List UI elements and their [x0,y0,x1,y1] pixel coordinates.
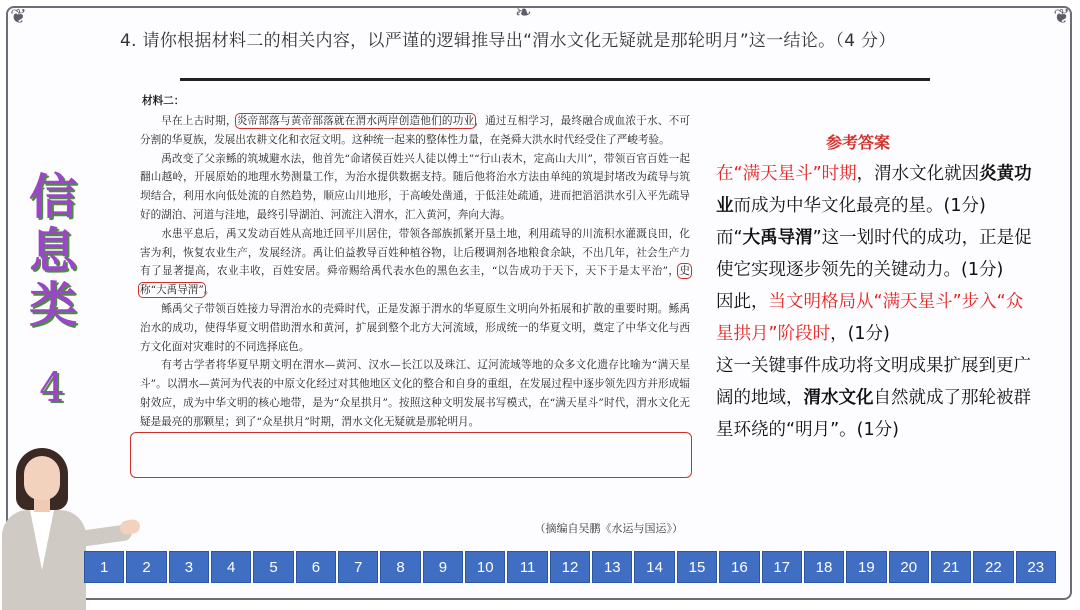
document-body [140,112,690,432]
document-paragraph: 禹改变了父亲鲧的筑城避水法，他首先“命诸侯百姓兴人徒以傅土”“行山表木，定高山大川”，带领百官百姓一起翻山越岭，开展原始的地理水势测量工作，为治水提供数据支持。随后他将治水方法由单纯的筑堤封堵改为疏导与筑坝结合，利用水向低处流的自然趋势，顺应山川地形，于高峻处凿通，于低洼处疏通，进而把滔滔洪水引入平先疏导好的湖泊、河道与洼地，最终引导湖泊、河流注入渭水，汇入黄河，奔向大海。 [140,152,690,221]
answer-title: 参考答案 [826,133,891,152]
page-button-9[interactable]: 9 [423,551,463,583]
page-navigation [84,551,1056,585]
page-button-10[interactable]: 10 [465,551,505,583]
page-button-21[interactable]: 21 [931,551,971,583]
corner-ornament-icon: ❦ [1053,4,1070,28]
highlight-dayu-daowei: 史称“大禹导渭” [140,265,690,297]
page-button-20[interactable]: 20 [889,551,929,583]
page-button-12[interactable]: 12 [550,551,590,583]
page-button-13[interactable]: 13 [592,551,632,583]
page-button-17[interactable]: 17 [762,551,802,583]
document-paragraph: 水患平息后，禹又发动百姓从高地迁回平川居住，带领各部族抓紧开垦土地，利用疏导的川流积水灌溉良田，化害为利，恢复农业生产，发展经济。禹让伯益教导百姓种植谷物，让后稷调剂各地粮食余缺，不出几年，社会生产力有了显著提高，农业丰收，百姓安居。舜帝赐给禹代表水色的黑色玄圭，“以告成功于天下，天下于是太平治”，史称“大禹导渭”。 [140,227,690,297]
document-paragraph: 早在上古时期，炎帝部落与黄帝部落就在渭水两岸创造他们的功业，通过互相学习，最终融合成血浓于水、不可分割的华夏族，发展出农耕文化和衣冠文明。这种统一起来的整体性力量，在尧舜大洪水时代经受住了严峻考验。 [140,115,691,146]
answer-line: 而“大禹导渭”这一划时代的成功，正是促使它实现逐步领先的关键动力。(1分) [716,228,1032,280]
answer-line: 因此，当文明格局从“满天星斗”步入“众星拱月”阶段时，(1分) [716,292,1024,344]
page-button-16[interactable]: 16 [719,551,759,583]
question-text: 4. 请你根据材料二的相关内容，以严谨的逻辑推导出“渭水文化无疑就是那轮明月”这一结论。（4 分） [120,31,896,51]
side-title-char: 息 [28,223,77,279]
page-button-2[interactable]: 2 [126,551,166,583]
document-paragraph: 有考古学者将华夏早期文明在渭水—黄河、汉水—长江以及珠江、辽河流域等地的众多文化遗存比喻为“满天星斗”。以渭水—黄河为代表的中原文化经过对其他地区文化的整合和自身的重组，在发展过程中逐步领先四方并形成辐射效应，成为中华文明的核心地带，是为“众星拱月”。按照这种文明发展书写模式，在“满天星斗”时代，渭水文化无疑是最亮的那颗星；到了“众星拱月”时期，渭水文化无疑就是那轮明月。 [140,359,690,428]
page-button-4[interactable]: 4 [211,551,251,583]
page-button-1[interactable]: 1 [84,551,124,583]
side-title-char: 类 [28,277,77,333]
page-button-22[interactable]: 22 [973,551,1013,583]
page-button-15[interactable]: 15 [677,551,717,583]
top-ornament-icon: ❧ [515,0,532,24]
document-heading: 材料二： [142,95,185,107]
answer-line: 这一关键事件成功将文明成果扩展到更广阔的地域，渭水文化自然就成了那轮被群星环绕的“明月”。(1分) [716,356,1031,440]
question-divider [180,78,930,81]
highlight-mantian-xingdou-box [130,432,692,478]
page-button-18[interactable]: 18 [804,551,844,583]
page-button-3[interactable]: 3 [169,551,209,583]
document-paragraph: 鲧禹父子带领百姓接力导渭治水的壳舜时代，正是发源于渭水的华夏原生文明向外拓展和扩散的重要时期。鲧禹治水的成功，使得华夏文明借助渭水和黄河，扩展到整个北方大河流域，形成统一的华夏文明，奠定了中华文化与西方文化面对灾难时的不同选择底色。 [140,302,690,353]
page-button-6[interactable]: 6 [296,551,336,583]
page-button-23[interactable]: 23 [1016,551,1056,583]
source-document [112,86,697,541]
side-category-title [18,170,88,332]
highlight-yandi-huangdi: 炎帝部落与黄帝部落就在渭水两岸创造他们的功业 [236,115,475,127]
page-button-8[interactable]: 8 [380,551,420,583]
answer-line: 在“满天星斗”时期，渭水文化就因炎黄功业而成为中华文化最亮的星。(1分) [716,164,1032,216]
page-button-14[interactable]: 14 [634,551,674,583]
side-title-char: 信 [28,169,77,225]
answer-text [716,158,1032,446]
document-source: （摘编自吴鹏《水运与国运》） [534,522,683,535]
page-button-5[interactable]: 5 [253,551,293,583]
page-button-11[interactable]: 11 [507,551,547,583]
side-category-number: 4 [39,365,65,411]
page-button-7[interactable]: 7 [338,551,378,583]
corner-ornament-icon: ❦ [10,4,27,28]
page-button-19[interactable]: 19 [846,551,886,583]
